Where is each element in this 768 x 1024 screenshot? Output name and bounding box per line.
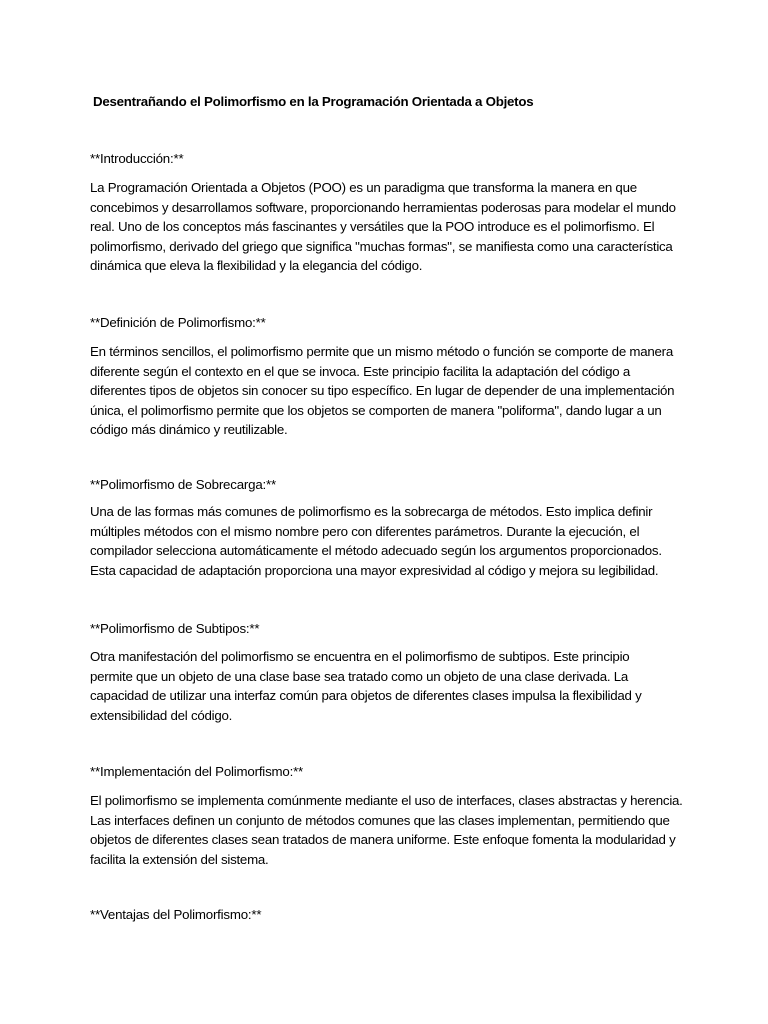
section-heading-definicion: **Definición de Polimorfismo:** bbox=[90, 315, 266, 330]
paragraph-line: extensibilidad del código. bbox=[90, 707, 233, 723]
section-heading-introduccion: **Introducción:** bbox=[90, 151, 184, 166]
paragraph-line: Las interfaces definen un conjunto de métodos comunes que las clases implementan, permitiendo que bbox=[90, 812, 670, 828]
paragraph-line: polimorfismo, derivado del griego que significa "muchas formas", se manifiesta como una característica bbox=[90, 238, 673, 254]
paragraph-line: múltiples métodos con el mismo nombre pero con diferentes parámetros. Durante la ejecución, el bbox=[90, 523, 640, 539]
section-paragraph-sobrecarga bbox=[90, 502, 690, 580]
section-paragraph-subtipos bbox=[90, 647, 690, 725]
paragraph-line: objetos de diferentes clases sean tratados de manera uniforme. Este enfoque fomenta la modularidad y bbox=[90, 832, 676, 847]
paragraph-line: Otra manifestación del polimorfismo se encuentra en el polimorfismo de subtipos. Este principio bbox=[90, 649, 630, 664]
paragraph-line: diferentes tipos de objetos sin conocer su tipo específico. En lugar de depender de una implementación bbox=[90, 383, 675, 398]
paragraph-line: dinámica que eleva la flexibilidad y la elegancia del código. bbox=[90, 258, 423, 273]
section-heading-implementacion: **Implementación del Polimorfismo:** bbox=[90, 764, 304, 779]
paragraph-line: Esta capacidad de adaptación proporciona una mayor expresividad al código y mejora su legibilidad. bbox=[90, 562, 659, 578]
paragraph-line: única, el polimorfismo permite que los objetos se comporten de manera "poliforma", dando lugar a un bbox=[90, 402, 662, 418]
paragraph-line: El polimorfismo se implementa comúnmente mediante el uso de interfaces, clases abstractas y herencia. bbox=[90, 793, 683, 808]
paragraph-line: diferente según el contexto en el que se invoca. Este principio facilita la adaptación del código a bbox=[90, 363, 630, 379]
document-title: Desentrañando el Polimorfismo en la Programación Orientada a Objetos bbox=[93, 94, 534, 109]
paragraph-line: compilador selecciona automáticamente el método adecuado según los argumentos proporcionados. bbox=[90, 543, 662, 558]
paragraph-line: facilita la extensión del sistema. bbox=[90, 851, 269, 867]
section-heading-ventajas: **Ventajas del Polimorfismo:** bbox=[90, 907, 262, 922]
paragraph-line: permite que un objeto de una clase base sea tratado como un objeto de una clase derivada. La bbox=[90, 668, 629, 684]
section-paragraph-introduccion bbox=[90, 178, 690, 276]
paragraph-line: Una de las formas más comunes de polimorfismo es la sobrecarga de métodos. Esto implica definir bbox=[90, 504, 653, 519]
paragraph-line: La Programación Orientada a Objetos (POO) es un paradigma que transforma la manera en que bbox=[90, 180, 637, 195]
paragraph-line: capacidad de utilizar una interfaz común para objetos de diferentes clases impulsa la flexibilidad y bbox=[90, 688, 642, 703]
section-heading-subtipos: **Polimorfismo de Subtipos:** bbox=[90, 621, 260, 636]
paragraph-line: En términos sencillos, el polimorfismo permite que un mismo método o función se comporte de manera bbox=[90, 344, 674, 359]
paragraph-line: código más dinámico y reutilizable. bbox=[90, 422, 288, 437]
section-paragraph-implementacion bbox=[90, 791, 690, 869]
section-paragraph-definicion bbox=[90, 342, 690, 440]
paragraph-line: concebimos y desarrollamos software, proporcionando herramientas poderosas para modelar el mundo bbox=[90, 199, 676, 215]
section-heading-sobrecarga: **Polimorfismo de Sobrecarga:** bbox=[90, 477, 276, 492]
paragraph-line: real. Uno de los conceptos más fascinantes y versátiles que la POO introduce es el polimorfismo. El bbox=[90, 219, 655, 234]
